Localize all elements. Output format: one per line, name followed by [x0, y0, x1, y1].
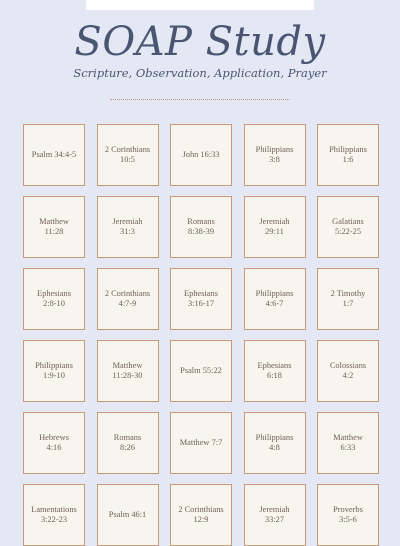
verse-card — [170, 484, 232, 546]
verse-card — [23, 196, 85, 258]
verse-grid — [23, 124, 379, 546]
dotted-divider — [110, 99, 290, 100]
verse-card — [23, 340, 85, 402]
verse-label: Psalm 46:1 — [108, 510, 147, 519]
verse-card — [244, 268, 306, 330]
verse-label: 2 Corinthians 10:5 — [104, 145, 151, 164]
verse-card — [23, 124, 85, 186]
verse-card — [317, 124, 379, 186]
verse-card — [170, 124, 232, 186]
page-title: SOAP Study — [74, 19, 326, 65]
verse-label: Romans 8:26 — [113, 433, 142, 452]
verse-card — [244, 124, 306, 186]
verse-label: Proverbs 3:5-6 — [333, 505, 363, 524]
verse-label: Romans 8:38-39 — [187, 217, 215, 236]
verse-card — [170, 412, 232, 474]
verse-card — [170, 268, 232, 330]
header-tab — [86, 0, 314, 10]
verse-label: John 16:33 — [182, 150, 220, 159]
verse-card — [244, 196, 306, 258]
verse-card — [170, 340, 232, 402]
verse-label: Psalm 55:22 — [180, 366, 222, 375]
verse-card — [97, 412, 159, 474]
verse-card — [97, 484, 159, 546]
verse-label: Matthew 6:33 — [333, 433, 363, 452]
verse-card — [23, 412, 85, 474]
verse-card — [97, 268, 159, 330]
verse-card — [170, 196, 232, 258]
verse-label: Jeremiah 29:11 — [259, 217, 290, 236]
verse-label: Lamentations 3:22-23 — [31, 505, 77, 524]
verse-label: 2 Corinthians 12:9 — [178, 505, 224, 524]
verse-card — [244, 484, 306, 546]
verse-label: Jeremiah 33:27 — [259, 505, 290, 524]
verse-card — [97, 124, 159, 186]
verse-label: Matthew 11:28 — [39, 217, 69, 236]
verse-card — [244, 340, 306, 402]
verse-label: Ephesians 2:8-10 — [37, 289, 71, 308]
verse-card — [317, 268, 379, 330]
verse-label: 2 Corinthians 4:7-9 — [104, 289, 151, 308]
verse-label: Philippians 4:6-7 — [255, 289, 294, 308]
verse-label: Ephesians 6:18 — [257, 361, 292, 380]
verse-label: Philippians 1:9-10 — [35, 361, 73, 380]
verse-card — [23, 484, 85, 546]
verse-label: Jeremiah 31:3 — [112, 217, 143, 236]
verse-label: 2 Timothy 1:7 — [330, 289, 366, 308]
verse-card — [97, 340, 159, 402]
verse-label: Philippians 4:8 — [255, 433, 294, 452]
verse-card — [317, 412, 379, 474]
verse-label: Ephesians 3:16-17 — [184, 289, 218, 308]
verse-card — [317, 340, 379, 402]
verse-label: Matthew 7:7 — [179, 438, 223, 447]
page-subtitle: Scripture, Observation, Application, Prayer — [73, 66, 327, 80]
verse-label: Matthew 11:28-30 — [112, 361, 143, 380]
verse-card — [244, 412, 306, 474]
verse-card — [317, 196, 379, 258]
verse-card — [23, 268, 85, 330]
verse-label: Psalm 34:4-5 — [31, 150, 77, 159]
verse-label: Philippians 3:8 — [255, 145, 294, 164]
verse-label: Galatians 5:22-25 — [332, 217, 364, 236]
verse-card — [97, 196, 159, 258]
verse-label: Hebrews 4:16 — [39, 433, 69, 452]
verse-label: Colossians 4:2 — [329, 361, 367, 380]
verse-label: Philippians 1:6 — [329, 145, 367, 164]
verse-card — [317, 484, 379, 546]
